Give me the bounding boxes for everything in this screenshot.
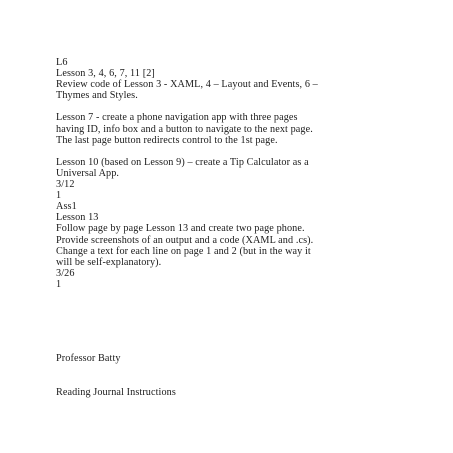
document-body bbox=[56, 57, 401, 290]
lesson7-line: Lesson 7 - create a phone navigation app with three pages bbox=[56, 112, 298, 124]
paragraph-gap bbox=[56, 101, 401, 112]
professor-name: Professor Batty bbox=[56, 353, 121, 364]
course-code: L6 bbox=[56, 57, 68, 68]
lesson10-line: Lesson 10 (based on Lesson 9) – create a Tip Calculator as a bbox=[56, 156, 309, 168]
due-date: 3/12 bbox=[56, 179, 75, 191]
points-value: 1 bbox=[56, 278, 62, 290]
lesson13-line: will be self-explanatory). bbox=[56, 256, 162, 268]
assignment-label: Ass1 bbox=[56, 201, 77, 213]
lesson7-line: having ID, info box and a button to navigate to the next page. bbox=[56, 123, 313, 135]
paragraph-gap bbox=[56, 146, 401, 157]
lesson10-line: Universal App. bbox=[56, 167, 120, 179]
due-date: 3/26 bbox=[56, 267, 75, 279]
lesson13-header: Lesson 13 bbox=[56, 212, 99, 224]
lesson13-line: Change a text for each line on page 1 and 2 (but in the way it bbox=[56, 245, 311, 257]
reading-journal-title: Reading Journal Instructions bbox=[56, 387, 176, 398]
points-value: 1 bbox=[56, 190, 62, 202]
review-paragraph bbox=[56, 79, 401, 101]
lesson7-paragraph bbox=[56, 112, 401, 145]
lesson13-line: Follow page by page Lesson 13 and create two page phone. bbox=[56, 223, 305, 235]
lesson13-line: Provide screenshots of an output and a code (XAML and .cs). bbox=[56, 234, 314, 246]
lessons-header: Lesson 3, 4, 6, 7, 11 [2] bbox=[56, 68, 155, 80]
lesson13-paragraph bbox=[56, 223, 401, 267]
lesson10-paragraph bbox=[56, 157, 401, 179]
review-line: Review code of Lesson 3 - XAML, 4 – Layout and Events, 6 – bbox=[56, 79, 318, 91]
review-line: Thymes and Styles. bbox=[56, 90, 138, 102]
lesson7-line: The last page button redirects control to the 1st page. bbox=[56, 134, 278, 146]
